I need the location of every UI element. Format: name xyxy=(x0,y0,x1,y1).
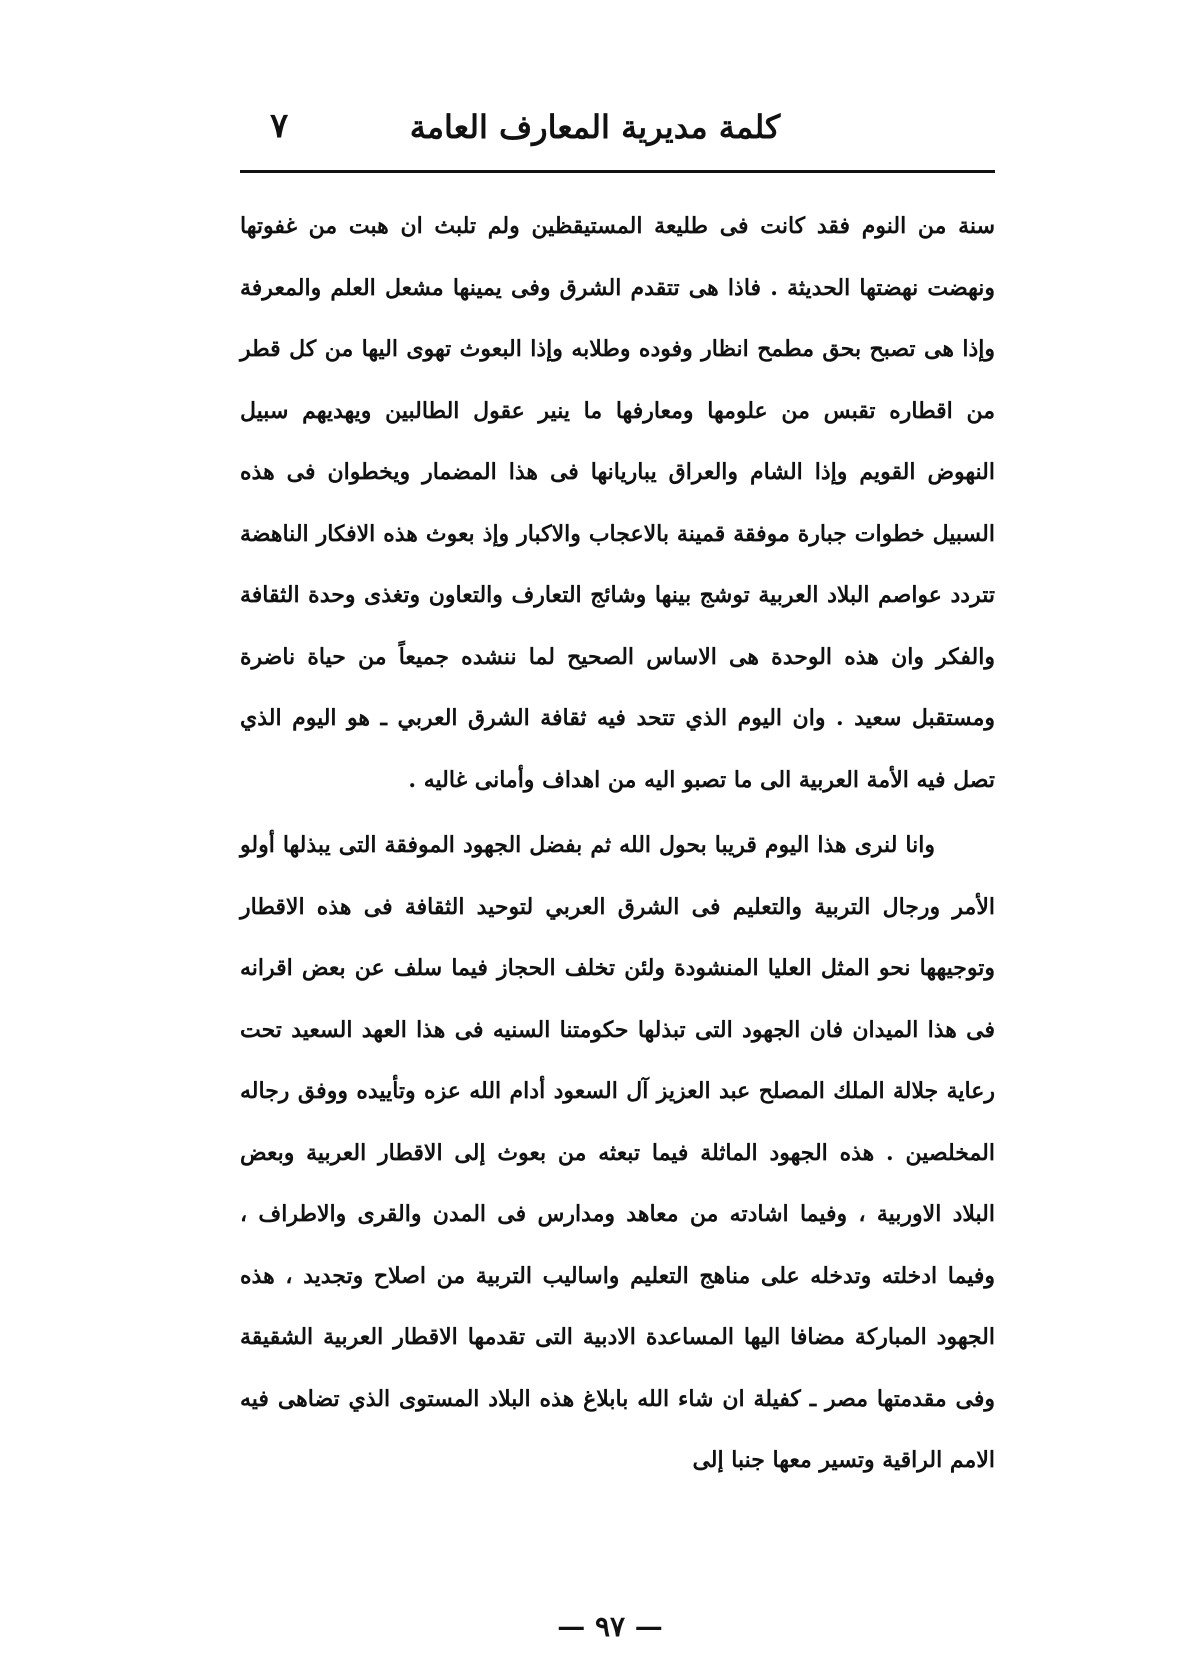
body-text xyxy=(240,196,995,1492)
page-header xyxy=(240,100,950,160)
paragraph: سنة من النوم فقد كانت فى طليعة المستيقظين ولم تلبث ان هبت من غفوتها ونهضت نهضتها الحديثة . فاذا هى تتقدم الشرق وفى يمينها مشعل العلم والمعرفة وإذا هى تصبح بحق مطمح انظار وفوده وطلابه وإذا البعوث تهوى اليها من كل قطر من اقطاره تقبس من علومها ومعارفها ما ينير عقول الطالبين ويهديهم سبيل النهوض القويم وإذا الشام والعراق يباريانها فى هذا المضمار ويخطوان فى هذه السبيل خطوات جبارة موفقة قمينة بالاعجاب والاكبار وإذ بعوث هذه الافكار الناهضة تتردد عواصم البلاد العربية توشج بينها وشائج التعارف والتعاون وتغذى وحدة الثقافة والفكر وان هذه الوحدة هى الاساس الصحيح لما ننشده جميعاً من حياة ناضرة ومستقبل سعيد . وان اليوم الذي تتحد فيه ثقافة الشرق العربي ـ هو اليوم الذي تصل فيه الأمة العربية الى ما تصبو اليه من اهداف وأمانى غاليه . xyxy=(240,213,995,793)
header-page-number: ٧ xyxy=(270,106,289,146)
footer-page-number: — ٩٧ — xyxy=(557,1610,663,1643)
header-title: كلمة مديرية المعارف العامة xyxy=(409,108,781,146)
paragraph: وانا لنرى هذا اليوم قريبا بحول الله ثم بفضل الجهود الموفقة التى يبذلها أولو الأمر ورجال التربية والتعليم فى الشرق العربي لتوحيد الثقافة فى هذه الاقطار وتوجيهها نحو المثل العليا المنشودة ولئن تخلف الحجاز فيما سلف عن بعض اقرانه فى هذا الميدان فان الجهود التى تبذلها حكومتنا السنيه فى هذا العهد السعيد تحت رعاية جلالة الملك المصلح عبد العزيز آل السعود أدام الله عزه وتأييده ووفق رجاله المخلصين . هذه الجهود الماثلة فيما تبعثه من بعوث إلى الاقطار العربية وبعض البلاد الاوربية ، وفيما اشادته من معاهد ومدارس فى المدن والقرى والاطراف ، وفيما ادخلته وتدخله على مناهج التعليم واساليب التربية من اصلاح وتجديد ، هذه الجهود المباركة مضافا اليها المساعدة الادبية التى تقدمها الاقطار العربية الشقيقة وفى مقدمتها مصر ـ كفيلة ان شاء الله بابلاغ هذه البلاد المستوى الذي تضاهى فيه الامم الراقية وتسير معها جنبا إلى xyxy=(240,832,995,1473)
header-divider xyxy=(240,170,995,173)
